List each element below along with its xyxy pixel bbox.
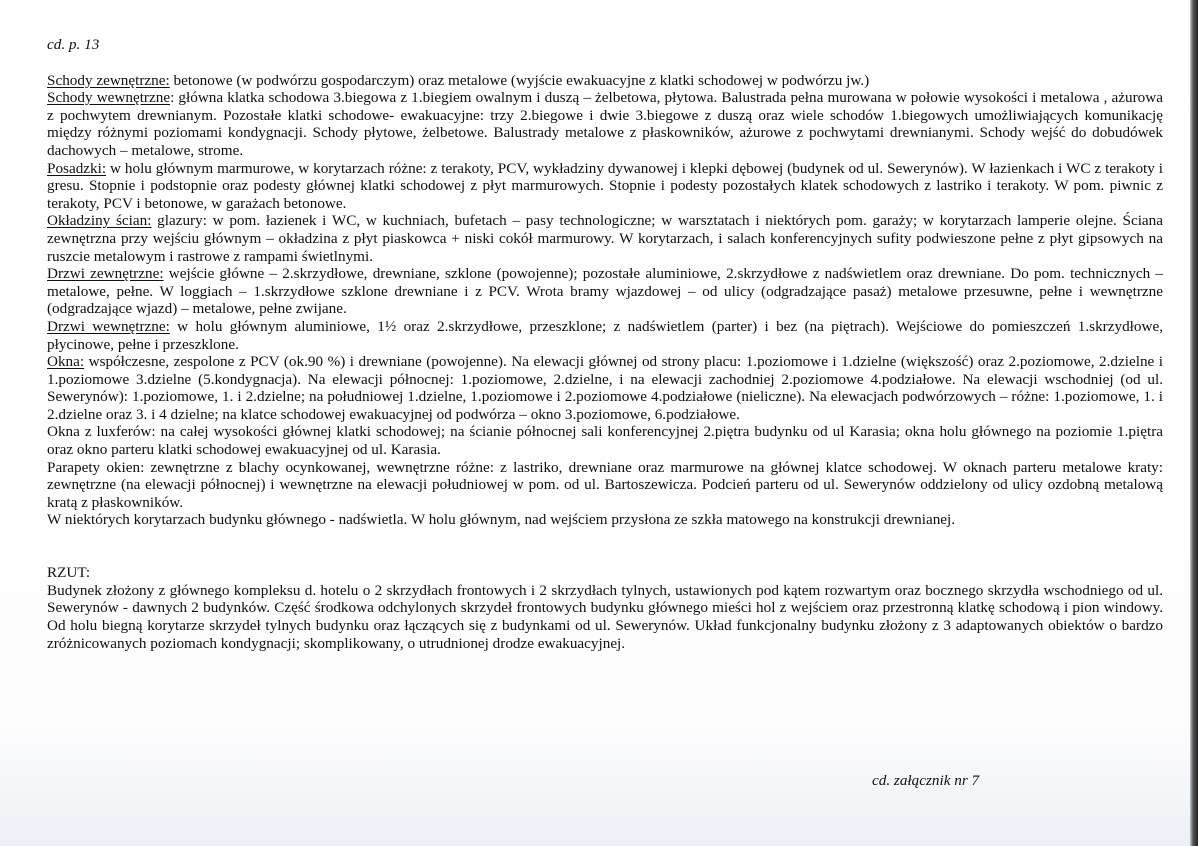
section-text: w holu głównym aluminiowe, 1½ oraz 2.skrzydłowe, przeszklone; z nadświetlem (parter) i bez (na piętrach). Wejściowe do pomieszczeń 1.skrzydłowe, płycinowe, pełne i przeszklone. — [47, 317, 1163, 353]
section-label: Schody wewnętrzne — [47, 89, 171, 107]
rzut-text: Budynek złożony z głównego kompleksu d. hotelu o 2 skrzydłach frontowych i 2 skrzydłach tylnych, ustawionych pod kątem rozwartym oraz bocznego skrzydła wschodniego od ul. Sewerynów - dawnych 2 budynków. Część środkowa odchylonych skrzydeł frontowych budynku głównego mieści hol z wejściem oraz przestronną klatkę schodową i pion windowy. Od holu biegną korytarze skrzydeł tylnych budynku oraz łączących się z budynkami od ul. Sewerynów. Układ funkcjonalny budynku złożony z 3 adaptowanych obiektów o bardzo zróżnicowanych poziomach kondygnacji; skomplikowany, o utrudnionej drodze ewakuacyjnej. — [47, 581, 1163, 652]
continuation-footer: cd. załącznik nr 7 — [872, 772, 980, 789]
section-label: Drzwi wewnętrzne: — [47, 317, 170, 335]
section-okna-z-luxferow — [47, 423, 1163, 458]
section-drzwi-wewnetrzne — [47, 318, 1163, 353]
section-text: W niektórych korytarzach budynku głównego - nadświetla. W holu głównym, nad wejściem przysłona ze szkła matowego na konstrukcji drewnianej. — [47, 511, 956, 529]
section-okna — [47, 353, 1163, 423]
scan-edge-shadow — [1190, 0, 1198, 846]
section-text: w holu głównym marmurowe, w korytarzach różne: z terakoty, PCV, wykładziny dywanowej i klepki dębowej (budynek od ul. Sewerynów). W łazienkach i WC z terakoty i gresu. Stopnie i podstopnie oraz podesty głównej klatki schodowej z płyt marmurowych. Stopnie i podesty pozostałych klatek schodowych z lastriko i terakoty. W pom. piwnic z terakoty, PCV i betonowe, w garażach betonowe. — [47, 159, 1163, 212]
section-nadswietla — [47, 511, 1163, 529]
section-schody-zewnetrzne — [47, 72, 1163, 90]
section-label: Posadzki: — [47, 159, 107, 177]
section-text: : główna klatka schodowa 3.biegowa z 1.biegiem owalnym i duszą – żelbetowa, płytowa. Balustrada pełna murowana w połowie wysokości i metalowa , ażurowa z pochwytem drewnianym. Pozostałe klatki schodowe- ewakuacyjne: trzy 2.biegowe i dwie 3.biegowe z duszą oraz wiele schodów 1.biegowych umożliwiających komunikację między różnymi poziomami kondygnacji. Schody płytowe, żelbetowe. Balustrady metalowe z płaskowników, ażurowe z pochwytami drewnianymi. Schody wejść do dobudówek dachowych – metalowe, strome. — [47, 89, 1163, 159]
rzut-heading: RZUT: — [47, 564, 91, 582]
section-schody-wewnetrzne — [47, 89, 1163, 159]
section-text: wejście główne – 2.skrzydłowe, drewniane, szklone (powojenne); pozostałe aluminiowe, 2.skrzydłowe z nadświetlem oraz drewniane. Do pom. technicznych – metalowe, pełne. W loggiach – 1.skrzydłowe szklone drewniane i z PCV. Wrota bramy wjazdowej – od ulicy (odgradzające pasaż) metalowe przesuwne, pełne i wewnętrzne (odgradzające wjazd) – metalowe, pełne zwijane. — [47, 265, 1164, 318]
section-text: glazury: w pom. łazienek i WC, w kuchniach, bufetach – pasy technologiczne; w warsztatach i niektórych pom. garaży; w korytarzach lamperie olejne. Ściana zewnętrzna przy wejściu głównym – okładzina z płyt piaskowca + niski cokół marmurowy. W korytarzach, i salach konferencyjnych sufity podwieszone pełne z płyt gipsowych na ruszcie metalowym i rastrowe z rampami świetlnymi. — [47, 212, 1163, 265]
section-spacer — [47, 547, 1163, 565]
section-spacer — [47, 529, 1163, 547]
section-okladziny-scian — [47, 212, 1163, 265]
document-body — [47, 36, 1163, 652]
section-label: Drzwi zewnętrzne: — [47, 265, 164, 283]
section-drzwi-zewnetrzne — [47, 265, 1163, 318]
section-text: betonowe (w podwórzu gospodarczym) oraz metalowe (wyjście ewakuacyjne z klatki schodowej w podwórzu jw.) — [169, 71, 870, 89]
section-posadzki — [47, 160, 1163, 213]
section-parapety-okien — [47, 459, 1163, 512]
section-label: Okładziny ścian: — [47, 212, 152, 230]
section-label: Schody zewnętrzne: — [47, 71, 170, 89]
section-label: Okna: — [47, 353, 85, 371]
section-text: współczesne, zespolone z PCV (ok.90 %) i drewniane (powojenne). Na elewacji głównej od strony placu: 1.poziomowe i 1.dzielne (większość) oraz 2.poziomowe, 2.dzielne i 1.poziomowe 3.dzielne (5.kondygnacja). Na elewacji północnej: 1.poziomowe, 2.dzielne, i na elewacji zachodniej 2.poziomowe 4.podziałowe. Na elewacji wschodniej (od ul. Sewerynów): 1.poziomowe, 1. i 2.dzielne; na południowej 1.dzielne, 1.poziomowe i 2.poziomowe 4.podziałowe (nieliczne). Na elewacjach podwórzowych – różne: 1.poziomowe, 1. i 2.dzielne oraz 3. i 4 dzielne; na klatce schodowej ewakuacyjnej od podwórza – okno 3.poziomowe, 6.podziałowe. — [47, 353, 1163, 423]
continuation-header: cd. p. 13 — [47, 36, 100, 53]
section-text: Okna z luxferów: na całej wysokości głównej klatki schodowej; na ścianie północnej sali konferencyjnej 2.piętra budynku od ul Karasia; okna holu głównego na poziomie 1.piętra oraz okno parteru klatki schodowej ewakuacyjnej od ul. Karasia. — [47, 423, 1163, 459]
section-text: Parapety okien: zewnętrzne z blachy ocynkowanej, wewnętrzne różne: z lastriko, drewniane oraz marmurowe na głównej klatce schodowej. W oknach parteru metalowe kraty: zewnętrzne (na elewacji północnej) i wewnętrzne na elewacji południowej w pom. od ul. Bartoszewicza. Podcień parteru od ul. Sewerynów oddzielony od ulicy ozdobną metalową kratą z płaskowników. — [47, 458, 1163, 511]
